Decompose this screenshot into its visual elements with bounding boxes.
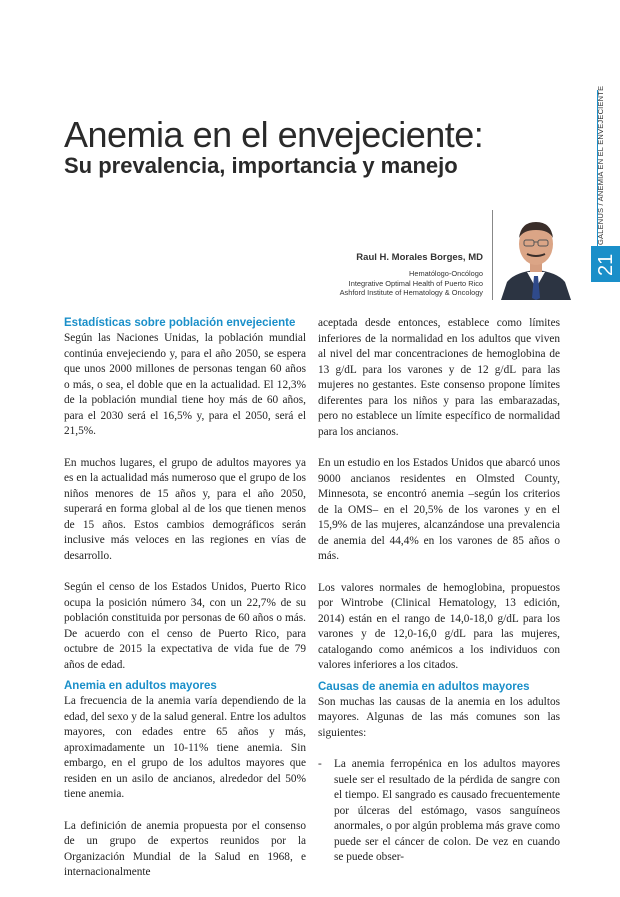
author-photo [492, 210, 579, 300]
paragraph: Según el censo de los Estados Unidos, Puerto Rico ocupa la posición número 34, con un 22,7% de su población constituida por personas de 60 años o más. De acuerdo con el censo de Puerto Rico, para octubre de 2015 la expectativa de vida fue de 79 años de edad. [64, 581, 306, 671]
paragraph: Según las Naciones Unidas, la población mundial continúa envejeciendo y, para el año 2050, se espera que unos 2000 millones de personas tengan 60 años o más, o sea, el doble que en la actualidad. El 12,3% de la población mundial tiene hoy más de 60 años, para el 2030 será el 16,5% y, para el 2050, será el 21,5%. [64, 332, 306, 437]
paragraph: aceptada desde entonces, establece como límites inferiores de la normalidad en los adultos que viven al nivel del mar concentraciones de hemoglobina de 13 g/dL para los varones y de 12 g/dL para las mujeres no gestantes. Este consenso propone límites diferentes para los niños y para las embarazadas, pero no establece un límite específico de normalidad para los ancianos. [318, 317, 560, 438]
article-subtitle: Su prevalencia, importancia y manejo [64, 153, 458, 178]
left-column [64, 316, 306, 897]
author-portrait-icon [493, 210, 579, 300]
paragraph: Son muchas las causas de la anemia en los adultos mayores. Algunas de las más comunes son las siguientes: [318, 695, 560, 739]
paragraph: En un estudio en los Estados Unidos que abarcó unos 9000 ancianos residentes en Olmsted County, Minnesota, se encontró anemia –según los criterios de la OMS– en el 20,5% de los varones y en el 15,9% de las mujeres, alcanzándose una prevalencia de anemia del 44,4% en los varones de 85 años o más. [318, 457, 560, 562]
section-heading: Causas de anemia en adultos mayores [318, 680, 530, 693]
section-heading: Estadísticas sobre población envejeciente [64, 317, 296, 329]
running-head: GALENUS / ANEMIA EN EL ENVEJECIENTE [596, 85, 605, 245]
paragraph: La definición de anemia propuesta por el consenso de un grupo de expertos reunidos por la Organización Mundial de la Salud en 1968, e internacionalmente [64, 819, 306, 878]
author-block [340, 252, 483, 298]
list-item: - La anemia ferropénica en los adultos mayores suele ser el resultado de la pérdida de sangre con el tiempo. El sangrado es causado frecuentemente por úlceras del estómago, vasos sanguíneos anormales, o por algún problema más grave como puede ser el cáncer de colon. De vez en cuando se puede obser- [318, 757, 560, 866]
author-affiliation: Integrative Optimal Health of Puerto Rico [348, 278, 483, 288]
author-affiliation: Ashford Institute of Hematology & Oncology [339, 288, 483, 298]
page-number-tab [591, 246, 620, 282]
page-number: 21 [595, 253, 617, 276]
section-heading: Anemia en adultos mayores [64, 680, 217, 692]
author-name: Raul H. Morales Borges, MD [356, 252, 483, 263]
paragraph: La frecuencia de la anemia varía dependiendo de la edad, del sexo y de la salud general. Entre los adultos mayores, con edades entre 65 años y más, aproximadamente un 10-11% tiene anemia. Sin embargo, en el grupo de los adultos mayores que residen en un asilo de ancianos, alrededor del 50% tiene anemia. [64, 695, 306, 800]
paragraph: En muchos lugares, el grupo de adultos mayores ya es en la actualidad más numeroso que el grupo de los niños menores de 15 años y, para el año 2050, superará en forma global al de los que tienen menos de 15 años. Estos cambios demográficos serán inclusive más veloces en las regiones en vías de desarrollo. [64, 456, 306, 562]
causes-list [318, 757, 560, 866]
paragraph: Los valores normales de hemoglobina, propuestos por Wintrobe (Clinical Hematology, 13 edición, 2014) están en el rango de 14,0-18,0 g/dL para los varones y de 12,0-16,0 g/dL para las mujeres, catalogando como anémicos a los individuos con valores inferiores a los citados. [318, 581, 560, 671]
right-column [318, 316, 560, 866]
author-affiliation: Hematólogo-Oncólogo [409, 269, 483, 278]
article-title: Anemia en el envejeciente: [64, 114, 484, 155]
